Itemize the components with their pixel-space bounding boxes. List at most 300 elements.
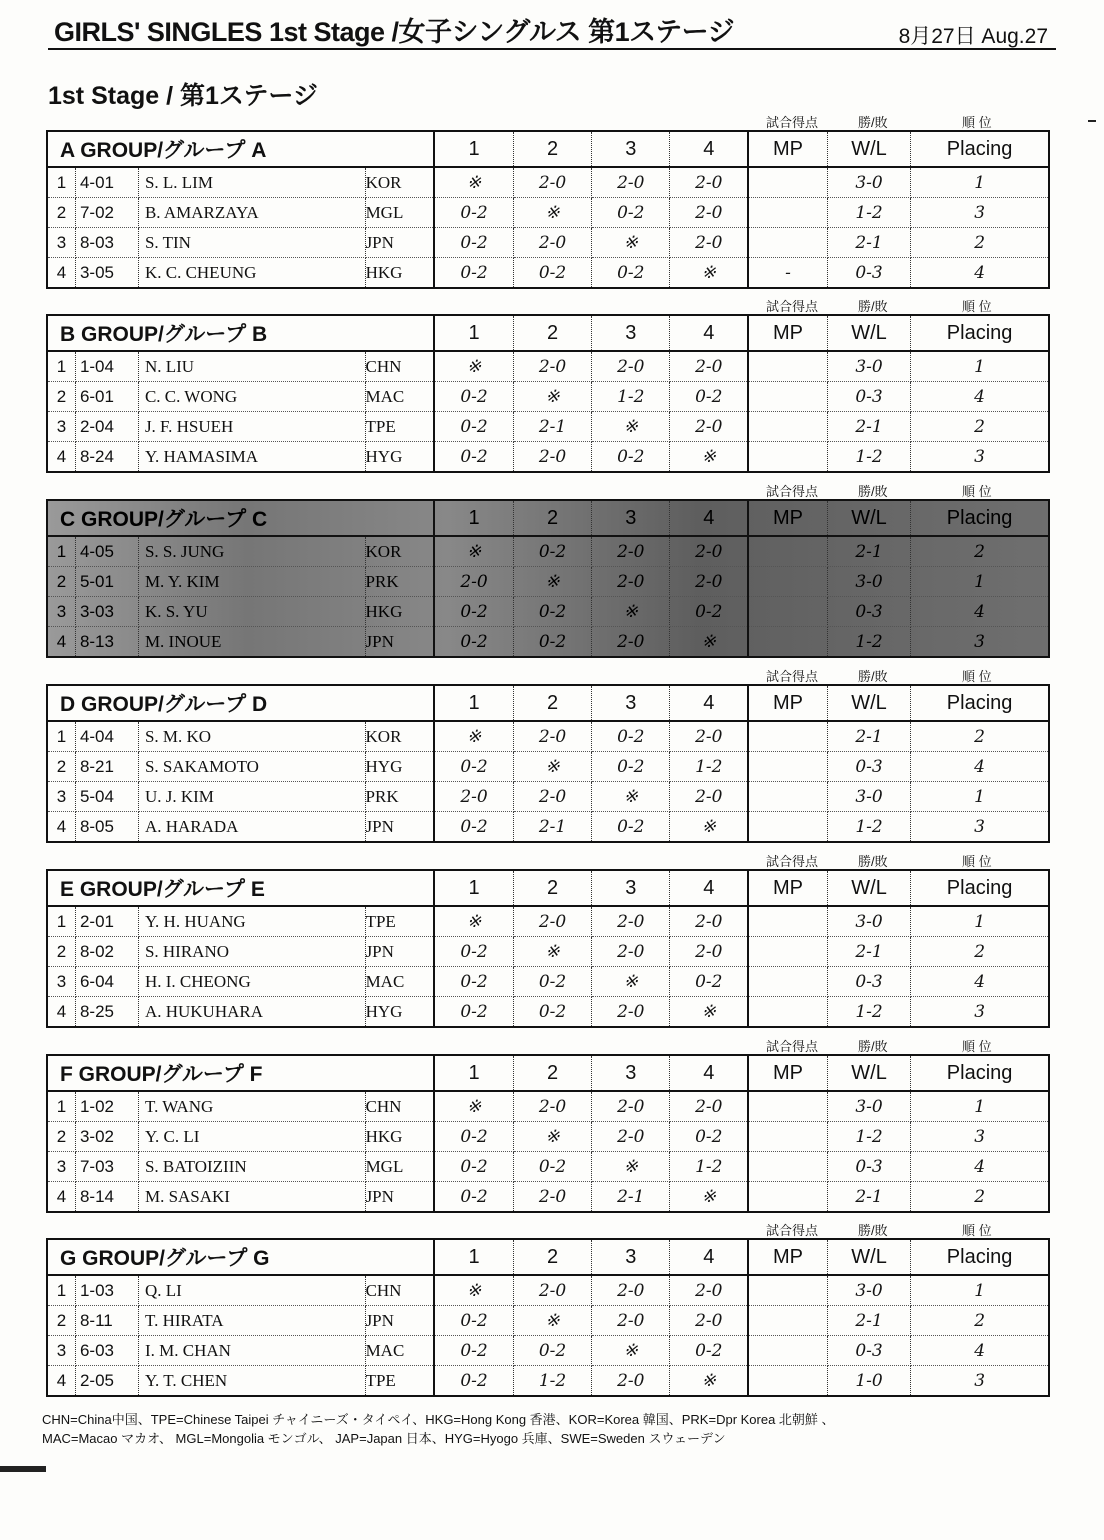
- match-score: 0-2: [434, 627, 513, 658]
- player-row: [47, 536, 1049, 567]
- match-score: 2-0: [513, 1182, 591, 1213]
- win-loss: 2-1: [827, 536, 910, 567]
- match-score: ※: [513, 1306, 591, 1336]
- player-name: Y. T. CHEN: [138, 1366, 365, 1397]
- player-association: CHN: [365, 351, 434, 382]
- placing-header: Placing: [911, 685, 1049, 721]
- win-loss: 2-1: [827, 1182, 910, 1213]
- round-header: 1: [434, 1239, 513, 1275]
- placing: 1: [911, 906, 1049, 937]
- match-score: 0-2: [513, 627, 591, 658]
- match-score: 2-0: [670, 567, 748, 597]
- placing: 1: [911, 1275, 1049, 1306]
- match-score: 0-2: [670, 1122, 748, 1152]
- match-score: 0-2: [434, 937, 513, 967]
- match-score: 2-0: [670, 412, 748, 442]
- match-points: [748, 536, 827, 567]
- placing-header: Placing: [911, 315, 1049, 351]
- round-header: 1: [434, 131, 513, 167]
- player-number: 2: [47, 1306, 75, 1336]
- match-score: 2-0: [592, 167, 670, 198]
- win-loss: 2-1: [827, 721, 910, 752]
- round-header: 4: [670, 1055, 748, 1091]
- player-code: 8-14: [75, 1182, 138, 1213]
- player-number: 1: [47, 721, 75, 752]
- round-header: 4: [670, 131, 748, 167]
- player-row: [47, 198, 1049, 228]
- column-labels-jp: [0, 1036, 1104, 1054]
- round-header: 3: [592, 500, 670, 536]
- player-name: M. INOUE: [138, 627, 365, 658]
- player-association: JPN: [365, 1306, 434, 1336]
- group-name: E GROUP/グループ E: [47, 870, 434, 906]
- match-points: [748, 1336, 827, 1366]
- column-labels-jp: [0, 666, 1104, 684]
- player-row: [47, 812, 1049, 843]
- match-points: [748, 752, 827, 782]
- placing: 4: [911, 1152, 1049, 1182]
- round-header: 4: [670, 685, 748, 721]
- player-number: 1: [47, 1275, 75, 1306]
- placing: 2: [911, 536, 1049, 567]
- player-association: PRK: [365, 782, 434, 812]
- match-points-label-jp: 試合得点: [766, 115, 819, 130]
- win-loss: 0-3: [827, 967, 910, 997]
- match-points: [748, 167, 827, 198]
- wl-header: W/L: [827, 1239, 910, 1275]
- match-points: [748, 1182, 827, 1213]
- match-points: [748, 1122, 827, 1152]
- match-score: 1-2: [513, 1366, 591, 1397]
- match-score: 0-2: [434, 967, 513, 997]
- column-labels-jp: [0, 481, 1104, 499]
- mp-header: MP: [748, 315, 827, 351]
- match-score: 2-0: [670, 198, 748, 228]
- round-header: 2: [513, 315, 591, 351]
- win-loss-label-jp: 勝/敗: [858, 1039, 888, 1054]
- player-name: S. BATOIZIIN: [138, 1152, 365, 1182]
- mp-header: MP: [748, 1239, 827, 1275]
- placing-label-jp: 順 位: [962, 115, 992, 130]
- placing-label-jp: 順 位: [962, 484, 992, 499]
- column-labels-jp: [0, 296, 1104, 314]
- player-row: [47, 1182, 1049, 1213]
- player-association: HYG: [365, 442, 434, 473]
- win-loss: 1-2: [827, 198, 910, 228]
- mp-header: MP: [748, 500, 827, 536]
- match-score: 2-0: [592, 536, 670, 567]
- placing-label-jp: 順 位: [962, 669, 992, 684]
- match-score: 0-2: [434, 228, 513, 258]
- win-loss: 1-2: [827, 997, 910, 1028]
- player-number: 3: [47, 412, 75, 442]
- match-points: [748, 228, 827, 258]
- player-row: [47, 442, 1049, 473]
- placing-label-jp: 順 位: [962, 1039, 992, 1054]
- round-header: 2: [513, 1055, 591, 1091]
- placing: 1: [911, 782, 1049, 812]
- player-name: U. J. KIM: [138, 782, 365, 812]
- player-name: S. S. JUNG: [138, 536, 365, 567]
- placing: 4: [911, 258, 1049, 289]
- match-score: 2-0: [670, 167, 748, 198]
- match-score: 2-0: [513, 906, 591, 937]
- win-loss: 0-3: [827, 1152, 910, 1182]
- placing: 3: [911, 997, 1049, 1028]
- player-code: 5-01: [75, 567, 138, 597]
- player-association: HKG: [365, 597, 434, 627]
- match-points: [748, 1152, 827, 1182]
- round-header: 3: [592, 1239, 670, 1275]
- match-points: [748, 351, 827, 382]
- player-name: I. M. CHAN: [138, 1336, 365, 1366]
- match-points-label-jp: 試合得点: [766, 299, 819, 314]
- player-row: [47, 351, 1049, 382]
- match-score: 0-2: [434, 1366, 513, 1397]
- player-association: TPE: [365, 412, 434, 442]
- placing: 1: [911, 167, 1049, 198]
- win-loss: 0-3: [827, 1336, 910, 1366]
- win-loss-label-jp: 勝/敗: [858, 854, 888, 869]
- player-association: KOR: [365, 167, 434, 198]
- player-number: 2: [47, 1122, 75, 1152]
- match-score: 0-2: [434, 382, 513, 412]
- player-association: MAC: [365, 382, 434, 412]
- match-points: [748, 1306, 827, 1336]
- match-score: 2-0: [434, 782, 513, 812]
- player-row: [47, 567, 1049, 597]
- player-number: 3: [47, 228, 75, 258]
- player-code: 1-04: [75, 351, 138, 382]
- player-name: B. AMARZAYA: [138, 198, 365, 228]
- placing: 4: [911, 752, 1049, 782]
- placing: 4: [911, 382, 1049, 412]
- placing: 2: [911, 721, 1049, 752]
- player-name: A. HUKUHARA: [138, 997, 365, 1028]
- placing: 3: [911, 198, 1049, 228]
- round-header: 4: [670, 870, 748, 906]
- placing: 3: [911, 1122, 1049, 1152]
- placing: 2: [911, 937, 1049, 967]
- match-score: 0-2: [434, 752, 513, 782]
- player-code: 7-02: [75, 198, 138, 228]
- match-score: 1-2: [670, 752, 748, 782]
- sheet-title: GIRLS' SINGLES 1st Stage /女子シングルス 第1ステージ: [54, 17, 735, 47]
- group-header-row: [47, 315, 1049, 351]
- player-code: 5-04: [75, 782, 138, 812]
- match-score: 2-0: [592, 1366, 670, 1397]
- placing-label-jp: 順 位: [962, 854, 992, 869]
- win-loss: 3-0: [827, 1091, 910, 1122]
- player-association: KOR: [365, 721, 434, 752]
- placing: 3: [911, 1366, 1049, 1397]
- match-score: 0-2: [592, 721, 670, 752]
- match-points-label-jp: 試合得点: [766, 669, 819, 684]
- player-row: [47, 597, 1049, 627]
- match-score: ※: [513, 198, 591, 228]
- player-association: HKG: [365, 1122, 434, 1152]
- player-name: S. TIN: [138, 228, 365, 258]
- player-name: J. F. HSUEH: [138, 412, 365, 442]
- placing: 2: [911, 1306, 1049, 1336]
- match-score: ※: [670, 1182, 748, 1213]
- player-number: 4: [47, 1182, 75, 1213]
- player-association: JPN: [365, 228, 434, 258]
- group-name: B GROUP/グループ B: [47, 315, 434, 351]
- group-table: [46, 1238, 1050, 1397]
- player-name: S. HIRANO: [138, 937, 365, 967]
- player-row: [47, 258, 1049, 289]
- match-points: [748, 597, 827, 627]
- match-score: 2-0: [434, 567, 513, 597]
- player-number: 4: [47, 812, 75, 843]
- player-association: MAC: [365, 967, 434, 997]
- group-table: [46, 314, 1050, 473]
- win-loss: 0-3: [827, 382, 910, 412]
- player-row: [47, 967, 1049, 997]
- player-row: [47, 1122, 1049, 1152]
- player-association: HYG: [365, 752, 434, 782]
- match-points: [748, 812, 827, 843]
- match-score: ※: [434, 1275, 513, 1306]
- match-score: 2-0: [513, 1091, 591, 1122]
- match-score: ※: [592, 412, 670, 442]
- player-row: [47, 382, 1049, 412]
- match-points: [748, 442, 827, 473]
- match-points: [748, 1366, 827, 1397]
- match-score: 2-0: [592, 906, 670, 937]
- match-score: 0-2: [434, 597, 513, 627]
- match-score: 2-0: [513, 782, 591, 812]
- match-score: ※: [434, 167, 513, 198]
- match-score: 2-0: [513, 351, 591, 382]
- round-header: 4: [670, 500, 748, 536]
- round-header: 3: [592, 685, 670, 721]
- match-score: 0-2: [434, 812, 513, 843]
- match-score: 2-0: [592, 1275, 670, 1306]
- match-points: [748, 906, 827, 937]
- match-score: 2-0: [513, 228, 591, 258]
- win-loss-label-jp: 勝/敗: [858, 115, 888, 130]
- win-loss-label-jp: 勝/敗: [858, 1223, 888, 1238]
- player-code: 8-25: [75, 997, 138, 1028]
- player-number: 2: [47, 198, 75, 228]
- wl-header: W/L: [827, 500, 910, 536]
- player-association: JPN: [365, 937, 434, 967]
- match-score: 2-0: [670, 1091, 748, 1122]
- win-loss: 2-1: [827, 412, 910, 442]
- match-points: [748, 382, 827, 412]
- match-score: 0-2: [592, 752, 670, 782]
- player-number: 4: [47, 997, 75, 1028]
- match-score: 2-0: [670, 1306, 748, 1336]
- match-score: 0-2: [513, 967, 591, 997]
- player-association: TPE: [365, 906, 434, 937]
- wl-header: W/L: [827, 131, 910, 167]
- player-code: 7-03: [75, 1152, 138, 1182]
- player-association: MAC: [365, 1336, 434, 1366]
- match-points: [748, 412, 827, 442]
- placing: 4: [911, 967, 1049, 997]
- column-labels-jp: [0, 1220, 1104, 1238]
- match-score: 0-2: [434, 1152, 513, 1182]
- match-score: ※: [670, 442, 748, 473]
- placing-header: Placing: [911, 870, 1049, 906]
- placing: 1: [911, 351, 1049, 382]
- placing: 1: [911, 567, 1049, 597]
- round-header: 3: [592, 1055, 670, 1091]
- match-score: 0-2: [513, 536, 591, 567]
- match-score: ※: [434, 351, 513, 382]
- match-score: ※: [670, 997, 748, 1028]
- player-name: H. I. CHEONG: [138, 967, 365, 997]
- win-loss: 3-0: [827, 782, 910, 812]
- win-loss: 0-3: [827, 597, 910, 627]
- player-number: 3: [47, 597, 75, 627]
- match-score: 0-2: [670, 1336, 748, 1366]
- player-association: MGL: [365, 198, 434, 228]
- win-loss: 0-3: [827, 258, 910, 289]
- match-score: 2-0: [592, 567, 670, 597]
- wl-header: W/L: [827, 870, 910, 906]
- match-score: 0-2: [592, 442, 670, 473]
- match-score: 0-2: [513, 258, 591, 289]
- win-loss: 2-1: [827, 228, 910, 258]
- match-score: 2-0: [670, 906, 748, 937]
- player-name: N. LIU: [138, 351, 365, 382]
- player-number: 3: [47, 1152, 75, 1182]
- player-code: 1-03: [75, 1275, 138, 1306]
- player-association: JPN: [365, 812, 434, 843]
- match-score: 2-0: [670, 351, 748, 382]
- placing-header: Placing: [911, 1239, 1049, 1275]
- match-score: ※: [434, 1091, 513, 1122]
- match-points-label-jp: 試合得点: [766, 854, 819, 869]
- group-block: [0, 666, 1104, 846]
- player-code: 8-02: [75, 937, 138, 967]
- match-score: 2-0: [592, 937, 670, 967]
- match-score: ※: [513, 752, 591, 782]
- match-score: ※: [513, 567, 591, 597]
- player-association: PRK: [365, 567, 434, 597]
- player-code: 8-24: [75, 442, 138, 473]
- player-association: KOR: [365, 536, 434, 567]
- player-code: 3-02: [75, 1122, 138, 1152]
- player-row: [47, 228, 1049, 258]
- player-code: 2-05: [75, 1366, 138, 1397]
- round-header: 1: [434, 870, 513, 906]
- match-score: ※: [434, 721, 513, 752]
- round-header: 2: [513, 870, 591, 906]
- match-score: 0-2: [592, 812, 670, 843]
- margin-mark: [1088, 120, 1096, 122]
- match-score: 2-0: [513, 167, 591, 198]
- player-name: A. HARADA: [138, 812, 365, 843]
- player-name: S. SAKAMOTO: [138, 752, 365, 782]
- match-score: 0-2: [670, 597, 748, 627]
- match-points-label-jp: 試合得点: [766, 1223, 819, 1238]
- match-score: 2-0: [513, 442, 591, 473]
- round-header: 1: [434, 1055, 513, 1091]
- player-code: 3-03: [75, 597, 138, 627]
- edge-mark: [0, 1466, 46, 1472]
- player-association: CHN: [365, 1091, 434, 1122]
- player-number: 1: [47, 906, 75, 937]
- match-points-label-jp: 試合得点: [766, 484, 819, 499]
- match-score: ※: [513, 382, 591, 412]
- placing-header: Placing: [911, 500, 1049, 536]
- legend-line-1: CHN=China中国、TPE=Chinese Taipei チャイニーズ・タイペイ、HKG=Hong Kong 香港、KOR=Korea 韓国、PRK=Dpr Korea 北朝鮮 、: [42, 1412, 835, 1427]
- player-row: [47, 167, 1049, 198]
- group-table: [46, 130, 1050, 289]
- round-header: 2: [513, 685, 591, 721]
- match-score: 0-2: [434, 258, 513, 289]
- win-loss: 3-0: [827, 1275, 910, 1306]
- placing: 2: [911, 228, 1049, 258]
- group-header-row: [47, 131, 1049, 167]
- mp-header: MP: [748, 685, 827, 721]
- match-score: 0-2: [670, 382, 748, 412]
- win-loss: 2-1: [827, 1306, 910, 1336]
- player-code: 6-03: [75, 1336, 138, 1366]
- match-score: 2-0: [513, 721, 591, 752]
- match-score: 1-2: [592, 382, 670, 412]
- player-number: 4: [47, 258, 75, 289]
- match-score: 0-2: [434, 442, 513, 473]
- match-score: 0-2: [434, 1182, 513, 1213]
- player-code: 8-03: [75, 228, 138, 258]
- player-row: [47, 906, 1049, 937]
- player-number: 1: [47, 351, 75, 382]
- match-score: 0-2: [434, 1336, 513, 1366]
- round-header: 2: [513, 500, 591, 536]
- match-score: 2-0: [592, 1091, 670, 1122]
- match-score: 2-1: [513, 412, 591, 442]
- round-header: 1: [434, 315, 513, 351]
- match-score: ※: [592, 1152, 670, 1182]
- placing: 3: [911, 812, 1049, 843]
- match-score: 0-2: [434, 198, 513, 228]
- player-name: T. WANG: [138, 1091, 365, 1122]
- win-loss-label-jp: 勝/敗: [858, 299, 888, 314]
- player-number: 4: [47, 1366, 75, 1397]
- player-number: 3: [47, 967, 75, 997]
- stage-title: 1st Stage / 第1ステージ: [48, 82, 318, 110]
- match-score: ※: [592, 782, 670, 812]
- wl-header: W/L: [827, 315, 910, 351]
- player-name: Q. LI: [138, 1275, 365, 1306]
- abbreviation-legend: [42, 1410, 1062, 1448]
- placing: 3: [911, 627, 1049, 658]
- match-score: 2-0: [670, 782, 748, 812]
- match-points: [748, 937, 827, 967]
- player-number: 4: [47, 627, 75, 658]
- player-row: [47, 782, 1049, 812]
- player-number: 3: [47, 1336, 75, 1366]
- wl-header: W/L: [827, 685, 910, 721]
- group-name: A GROUP/グループ A: [47, 131, 434, 167]
- legend-line-2: MAC=Macao マカオ、 MGL=Mongolia モンゴル、 JAP=Japan 日本、HYG=Hyogo 兵庫、SWE=Sweden スウェーデン: [42, 1431, 726, 1446]
- match-score: 0-2: [434, 412, 513, 442]
- player-row: [47, 1336, 1049, 1366]
- match-score: 2-0: [670, 721, 748, 752]
- placing-label-jp: 順 位: [962, 299, 992, 314]
- match-points-label-jp: 試合得点: [766, 1039, 819, 1054]
- match-score: 0-2: [513, 1336, 591, 1366]
- win-loss: 1-0: [827, 1366, 910, 1397]
- group-header-row: [47, 870, 1049, 906]
- player-code: 4-01: [75, 167, 138, 198]
